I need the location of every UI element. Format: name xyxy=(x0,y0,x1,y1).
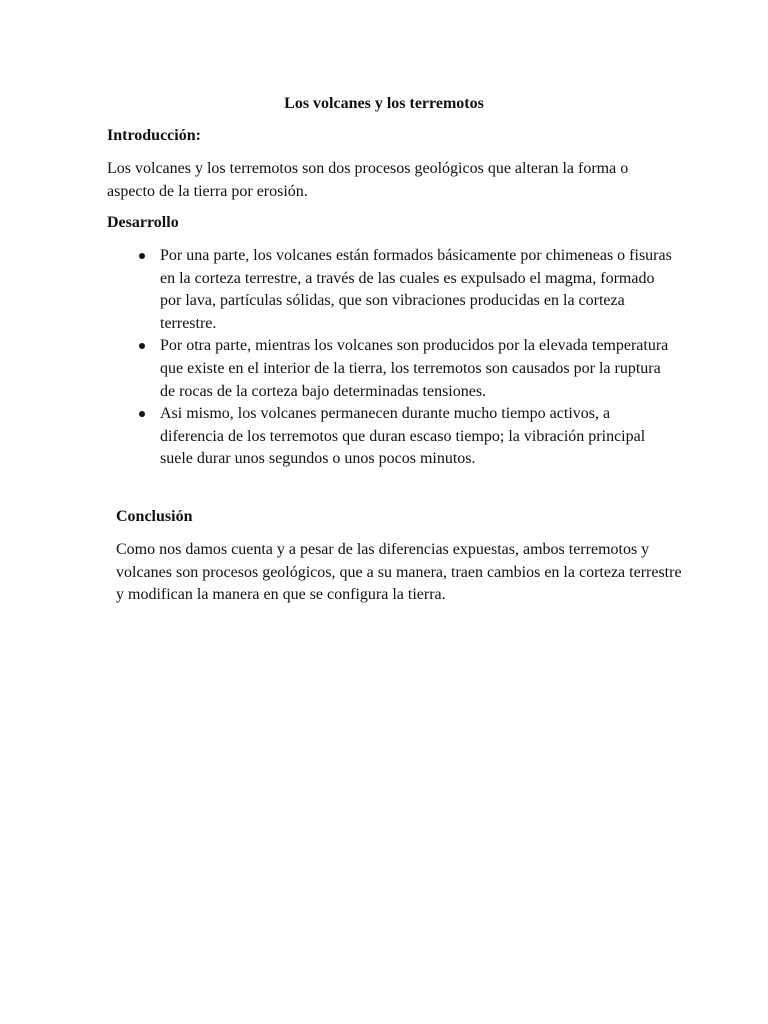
bullet-text: Asi mismo, los volcanes permanecen durante mucho tiempo activos, a diferencia de los terremotos que duran escaso tiempo; la vibración principal suele durar unos segundos o unos pocos minutos. xyxy=(160,405,646,468)
document-title: Los volcanes y los terremotos xyxy=(284,95,484,112)
introduction-paragraph: Los volcanes y los terremotos son dos procesos geológicos que alteran la forma o aspecto de la tierra por erosión. xyxy=(107,160,629,200)
conclusion-paragraph: Como nos damos cuenta y a pesar de las diferencias expuestas, ambos terremotos y volcanes son procesos geológicos, que a su manera, traen cambios en la corteza terrestre y modifican la manera en que se configura la tierra. xyxy=(116,541,682,604)
bullet-icon xyxy=(139,411,145,417)
bullet-text: Por otra parte, mientras los volcanes son producidos por la elevada temperatura que existe en el interior de la tierra, los terremotos son causados por la ruptura de rocas de la corteza bajo determinadas tensiones. xyxy=(160,337,669,400)
bullet-icon xyxy=(139,253,145,259)
conclusion-heading: Conclusión xyxy=(116,508,193,525)
bullet-item xyxy=(133,335,673,403)
development-heading: Desarrollo xyxy=(107,214,179,231)
introduction-heading: Introducción: xyxy=(107,127,201,144)
bullet-text: Por una parte, los volcanes están formados básicamente por chimeneas o fisuras en la corteza terrestre, a través de las cuales es expulsado el magma, formado por lava, partículas sólidas, que son vibraciones producidas en la corteza terrestre. xyxy=(160,247,672,332)
bullet-item xyxy=(133,245,673,335)
bullet-item xyxy=(133,403,673,471)
bullet-icon xyxy=(139,343,145,349)
development-bullet-list xyxy=(133,245,673,471)
